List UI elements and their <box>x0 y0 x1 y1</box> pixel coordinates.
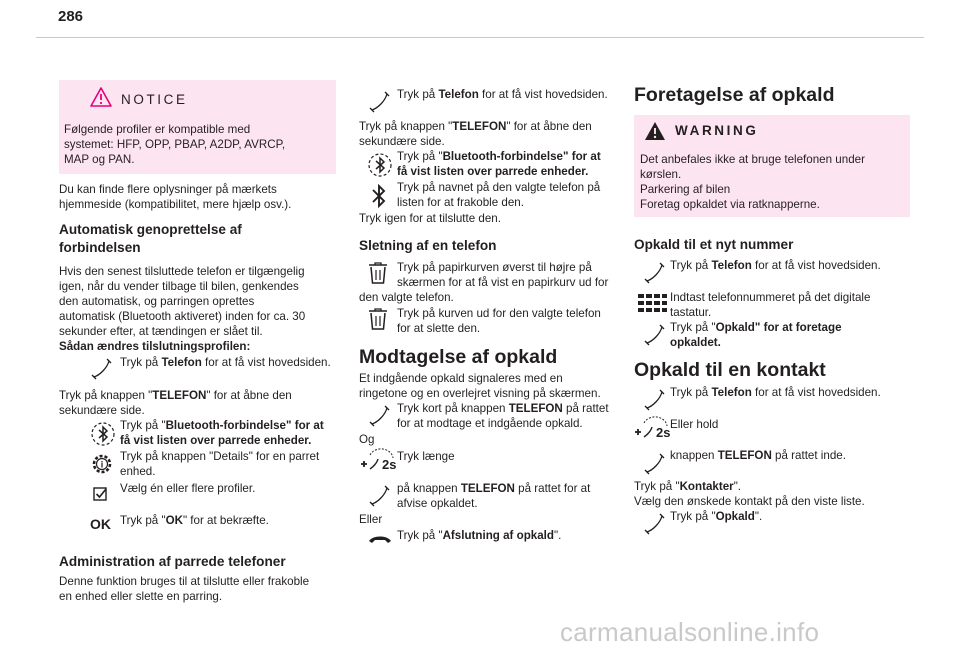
admin-line: en enhed eller slette en parring. <box>59 590 223 603</box>
step-bluetooth: Tryk på "Bluetooth-forbindelse" for at <box>397 150 601 163</box>
step-keypad: Indtast telefonnummeret på det digitale <box>670 291 871 304</box>
notice-warning-icon <box>90 87 112 107</box>
heading-new-number: Opkald til et nyt nummer <box>634 237 794 252</box>
hang-up-icon <box>367 532 393 546</box>
warning-line: Foretag opkaldet via ratknapperne. <box>640 198 820 211</box>
auto-line: Hvis den senest tilsluttede telefon er tilgængelig <box>59 265 305 278</box>
phone-icon <box>641 387 669 413</box>
step-ok: Tryk på "OK" for at bekræfte. <box>120 514 269 527</box>
auto-line: automatisk (Bluetooth aktiveret) inden for ca. 30 <box>59 310 306 323</box>
details-gear-icon <box>88 450 116 478</box>
watermark: carmanualsonline.info <box>560 617 820 647</box>
step-phone: Tryk på Telefon for at få vist hovedsiden. <box>120 356 331 369</box>
auto-line: den automatisk, og parringen oprettes <box>59 295 255 308</box>
trash-icon <box>367 307 389 331</box>
phone-icon <box>88 356 116 382</box>
heading-receive: Modtagelse af opkald <box>359 346 558 368</box>
phone-icon <box>641 511 669 537</box>
checkbox-icon <box>92 485 110 503</box>
keypad-icon <box>637 292 667 316</box>
receive-line: ringetone og en overlejret visning på skærmen. <box>359 387 601 400</box>
step-call-2: opkaldet. <box>670 336 721 349</box>
step-phone: Tryk på Telefon for at få vist hovedsiden. <box>670 259 881 272</box>
step-bluetooth-2: få vist listen over parrede enheder. <box>397 165 589 178</box>
header-rule <box>36 37 924 38</box>
page-number: 286 <box>58 8 84 25</box>
phone-icon <box>366 403 394 429</box>
step-bluetooth-2: få vist listen over parrede enheder. <box>120 434 312 447</box>
step-keypad-2: tastatur. <box>670 306 712 319</box>
delete-line: for at slette den. <box>397 322 481 335</box>
step-bluetooth: Tryk på "Bluetooth-forbindelse" for at <box>120 419 324 432</box>
bluetooth-settings-icon <box>88 419 118 449</box>
step-phone: Tryk på Telefon for at få vist hovedsiden. <box>397 88 608 101</box>
phone-icon <box>641 322 669 348</box>
long-press-icon <box>360 452 396 476</box>
long-press-icon <box>634 420 670 444</box>
delete-line: Tryk på kurven ud for den valgte telefon <box>397 307 601 320</box>
step-short-press: Tryk kort på knappen TELEFON på rattet <box>397 402 609 415</box>
step-long-press: Tryk længe <box>397 450 455 463</box>
ok-icon: OK <box>90 516 111 532</box>
step-call: Tryk på "Opkald" for at foretage <box>670 321 842 334</box>
step-steering-button: knappen TELEFON på rattet inde. <box>670 449 846 462</box>
receive-line: Et indgående opkald signaleres med en <box>359 372 563 385</box>
eller-line: Eller <box>359 513 383 526</box>
delete-line: den valgte telefon. <box>359 291 454 304</box>
step-disconnect: Tryk på navnet på den valgte telefon på <box>397 181 601 194</box>
step-reject-2: afvise opkaldet. <box>397 497 478 510</box>
delete-line: skærmen for at få vist en papirkurv ud for <box>397 276 609 289</box>
telefon-line: Tryk på knappen "TELEFON" for at åbne den <box>359 120 592 133</box>
heading-delete: Sletning af en telefon <box>359 238 497 253</box>
heading-auto-reconnect-2: forbindelsen <box>59 240 141 255</box>
warning-line: Det anbefales ikke at bruge telefonen under <box>640 153 865 166</box>
bluetooth-icon <box>368 182 390 210</box>
choose-contact-line: Vælg den ønskede kontakt på den viste liste. <box>634 495 865 508</box>
heading-contact-call: Opkald til en kontakt <box>634 359 826 381</box>
auto-line: igen, når du vender tilbage til bilen, genkendes <box>59 280 299 293</box>
step-details: Tryk på knappen "Details" for en parret <box>120 450 320 463</box>
warning-title: WARNING <box>675 123 759 138</box>
auto-line: sekunder efter, at tændingen er slået til. <box>59 325 263 338</box>
svg-text:i: i <box>100 459 104 470</box>
intro-line: Du kan finde flere oplysninger på mærkets <box>59 183 277 196</box>
telefon-line-2: sekundære side. <box>359 135 445 148</box>
phone-icon <box>641 451 669 477</box>
step-call-contact: Tryk på "Opkald". <box>670 510 763 523</box>
phone-icon <box>366 483 394 509</box>
contacts-line: Tryk på "Kontakter". <box>634 480 742 493</box>
admin-line: Denne funktion bruges til at tilslutte eller frakoble <box>59 575 310 588</box>
heading-auto-reconnect: Automatisk genoprettelse af <box>59 222 242 237</box>
warning-line: kørslen. <box>640 168 682 181</box>
step-end-call: Tryk på "Afslutning af opkald". <box>397 529 562 542</box>
warning-icon <box>644 121 666 141</box>
bluetooth-settings-icon <box>365 150 395 180</box>
delete-line: Tryk på papirkurven øverst til højre på <box>397 261 592 274</box>
notice-title: NOTICE <box>121 92 188 107</box>
svg-text:2s: 2s <box>382 457 397 472</box>
step-hold: Eller hold <box>670 418 719 431</box>
notice-line: Følgende profiler er kompatible med <box>64 123 251 136</box>
step-phone: Tryk på Telefon for at få vist hovedsiden. <box>670 386 881 399</box>
intro-line: hjemmeside (kompatibilitet, mere hjælp osv.). <box>59 198 292 211</box>
heading-make-call: Foretagelse af opkald <box>634 84 835 106</box>
og-line: Og <box>359 433 375 446</box>
warning-line: Parkering af bilen <box>640 183 731 196</box>
trash-icon <box>367 261 389 285</box>
heading-admin: Administration af parrede telefoner <box>59 554 286 569</box>
phone-icon <box>366 89 394 115</box>
step-disconnect-2: listen for at frakoble den. <box>397 196 524 209</box>
phone-icon <box>641 260 669 286</box>
notice-line: systemet: HFP, OPP, PBAP, A2DP, AVRCP, <box>64 138 286 151</box>
reconnect-line: Tryk igen for at tilslutte den. <box>359 212 501 225</box>
telefon-line: Tryk på knappen "TELEFON" for at åbne den <box>59 389 292 402</box>
step-select-profiles: Vælg én eller flere profiler. <box>120 482 256 495</box>
step-details-2: enhed. <box>120 465 156 478</box>
notice-line: MAP og PAN. <box>64 153 135 166</box>
step-reject: på knappen TELEFON på rattet for at <box>397 482 591 495</box>
step-short-press-2: for at modtage et indgående opkald. <box>397 417 583 430</box>
profiles-heading: Sådan ændres tilslutningsprofilen: <box>59 340 251 353</box>
svg-text:2s: 2s <box>656 425 671 440</box>
telefon-line-2: sekundære side. <box>59 404 145 417</box>
